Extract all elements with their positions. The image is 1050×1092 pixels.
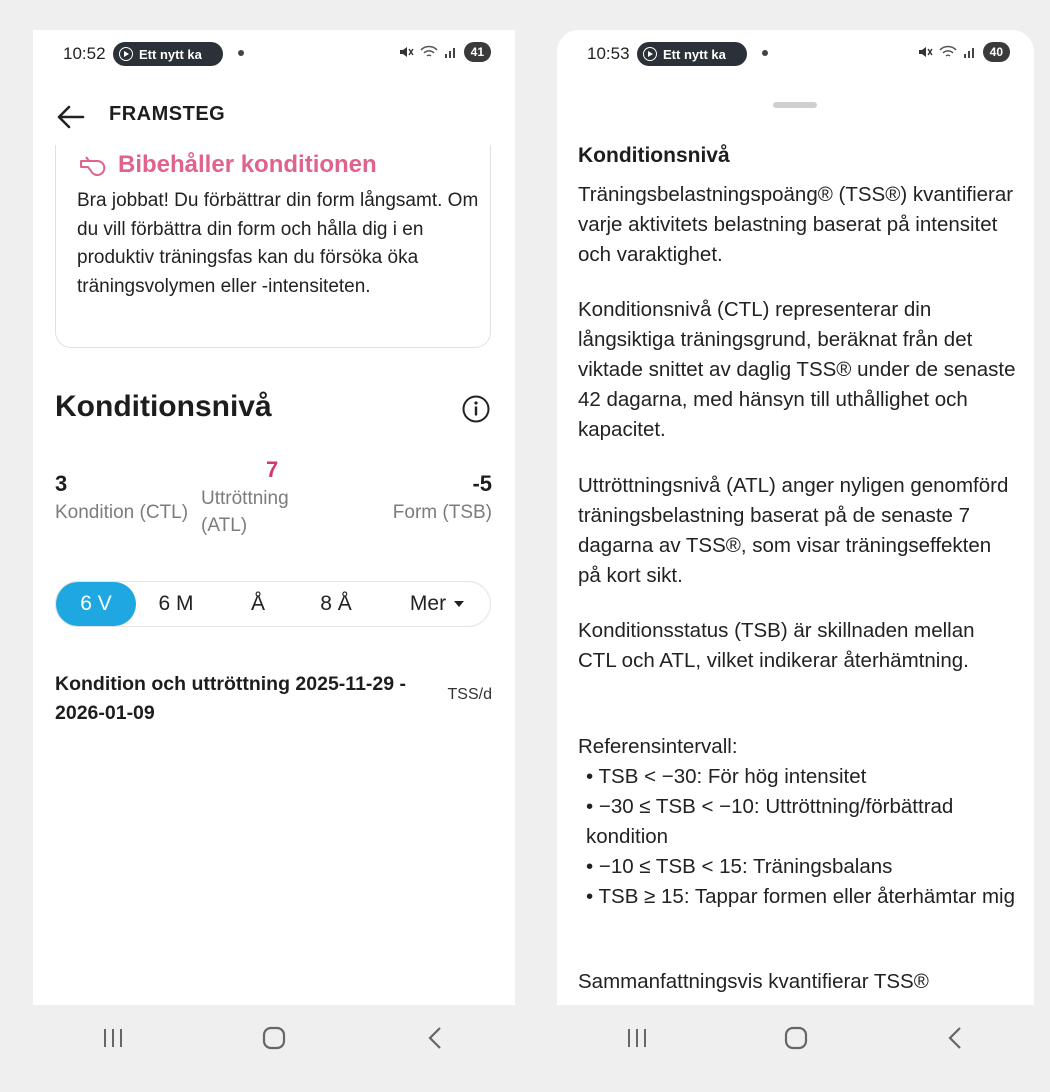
battery-icon: 40 [983, 42, 1010, 62]
section-title: Konditionsnivå [55, 390, 272, 423]
tab-year[interactable]: Å [250, 592, 265, 615]
status-time: 10:53 [587, 44, 630, 63]
media-pill[interactable] [637, 42, 747, 66]
card-title: Bibehåller konditionen [118, 151, 377, 178]
app-header [55, 98, 493, 138]
home-icon [783, 1025, 809, 1051]
mute-icon [398, 44, 414, 60]
play-circle-icon [119, 47, 133, 61]
chart-title: Kondition och uttröttning 2025-11-29 - 2026-01-09 [55, 673, 407, 724]
reference-item: • TSB < −30: För hög intensitet [586, 765, 867, 788]
status-bar [587, 42, 1010, 68]
wifi-icon [939, 45, 957, 59]
reference-title: Referensintervall: [578, 735, 738, 758]
reference-item: • −30 ≤ TSB < −10: Uttröttning/förbättrad kondition [586, 795, 954, 848]
tab-6m[interactable]: 6 M [158, 592, 194, 615]
system-nav-bar [33, 1005, 515, 1071]
ctl-paragraph: Konditionsnivå (CTL) representerar din långsiktiga träningsgrund, beräknat från det viktade snittet av daglig TSS® under de senaste 42 dagarna, med hänsyn till uthållighet och kapacitet. [578, 298, 1016, 441]
back-chevron-icon [425, 1025, 445, 1051]
status-bar [63, 42, 491, 68]
recents-icon [625, 1027, 649, 1049]
info-icon[interactable] [461, 394, 491, 424]
more-dropdown[interactable] [392, 582, 482, 626]
sheet-drag-handle[interactable] [773, 102, 817, 108]
status-icons [398, 42, 491, 62]
tsb-label: Form (TSB) [392, 502, 492, 523]
battery-icon: 41 [464, 42, 491, 62]
whistle-icon [78, 154, 110, 176]
chart-unit: TSS/d [447, 686, 492, 703]
media-pill-label: Ett nytt ka [663, 46, 726, 62]
reference-item: • TSB ≥ 15: Tappar formen eller återhämtar mig [586, 885, 1015, 908]
signal-icon [963, 45, 977, 59]
page-title: FRAMSTEG [109, 103, 226, 125]
recents-button[interactable] [83, 1018, 143, 1058]
recents-button[interactable] [607, 1018, 667, 1058]
summary-paragraph: Sammanfattningsvis kvantifierar TSS® [578, 970, 929, 993]
tss-paragraph: Träningsbelastningspoäng® (TSS®) kvantifierar varje aktivitets belastning baserat på intensitet och varaktighet. [578, 183, 1014, 266]
sheet-title: Konditionsnivå [578, 144, 730, 167]
tsb-paragraph: Konditionsstatus (TSB) är skillnaden mellan CTL och ATL, vilket indikerar återhämtning. [578, 619, 975, 672]
card-body: Bra jobbat! Du förbättrar din form långsamt. Om du vill förbättra din form och hålla dig i en produktiv träningsfas kan du försöka öka träningsvolymen eller -intensiteten. [77, 190, 479, 297]
atl-paragraph: Uttröttningsnivå (ATL) anger nyligen genomförd träningsbelastning baserat på de senaste 7 dagarna av TSS®, som visar träningseffekten på kort sikt. [578, 474, 1009, 587]
tab-8-years[interactable]: 8 Å [320, 592, 352, 615]
mute-icon [917, 44, 933, 60]
caret-down-icon [454, 601, 464, 607]
wifi-icon [420, 45, 438, 59]
back-chevron-icon [945, 1025, 965, 1051]
home-button[interactable] [766, 1018, 826, 1058]
info-sheet-screen [557, 30, 1034, 1005]
back-arrow-icon[interactable] [55, 102, 89, 132]
home-icon [261, 1025, 287, 1051]
tsb-value: -5 [472, 471, 492, 496]
back-button[interactable] [925, 1018, 985, 1058]
signal-icon [444, 45, 458, 59]
media-pill-label: Ett nytt ka [139, 46, 202, 62]
back-button[interactable] [405, 1018, 465, 1058]
period-selector [55, 581, 491, 627]
reference-item: • −10 ≤ TSB < 15: Träningsbalans [586, 855, 893, 878]
status-card [55, 145, 491, 348]
atl-value: 7 [266, 457, 279, 482]
notification-dot-icon [762, 50, 768, 56]
more-label: Mer [409, 592, 447, 615]
status-icons [917, 42, 1010, 62]
status-time: 10:52 [63, 44, 106, 63]
recents-icon [101, 1027, 125, 1049]
play-circle-icon [643, 47, 657, 61]
tab-6v[interactable]: 6 V [56, 582, 136, 626]
notification-dot-icon [238, 50, 244, 56]
progress-screen [33, 30, 515, 1005]
system-nav-bar [557, 1005, 1034, 1071]
reference-list [578, 732, 1018, 912]
ctl-value: 3 [55, 471, 68, 496]
fitness-fatigue-chart [33, 730, 515, 1005]
ctl-label: Kondition (CTL) [55, 502, 189, 523]
home-button[interactable] [244, 1018, 304, 1058]
media-pill[interactable] [113, 42, 223, 66]
atl-label: Uttröttning (ATL) [201, 488, 289, 536]
